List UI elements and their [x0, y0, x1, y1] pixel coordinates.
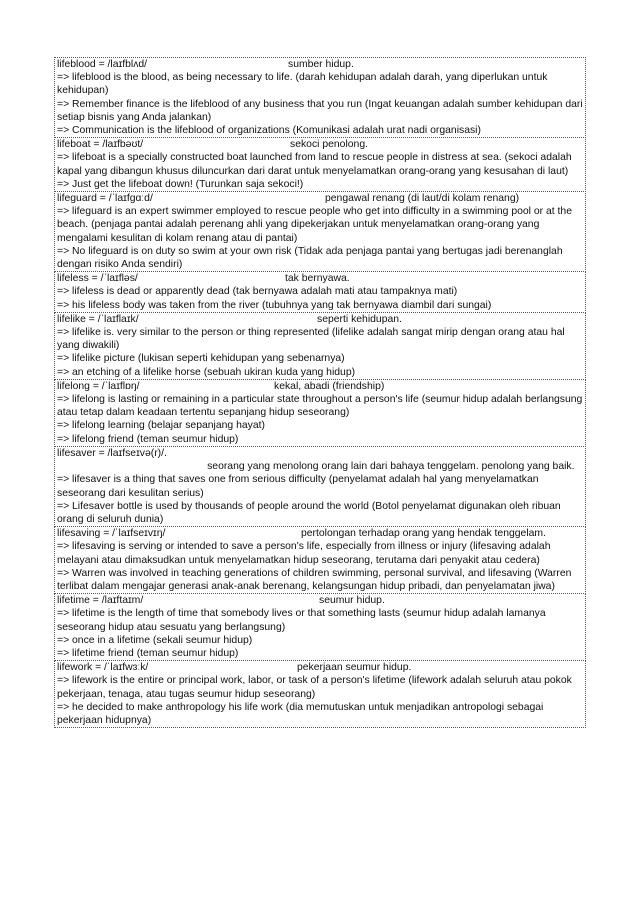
- entry-example-line: => Communication is the lifeblood of organizations (Komunikasi adalah urat nadi organisasi): [57, 125, 481, 137]
- entry-example-line: => lifesaver is a thing that saves one from serious difficulty (penyelamat adalah hal yang menyelamatkan seseorang dari kesulitan serius): [57, 474, 539, 499]
- entry-meaning: seumur hidup.: [319, 595, 385, 607]
- dictionary-entry: [54, 379, 586, 447]
- entry-example-line: => an etching of a lifelike horse (sebuah ukiran kuda yang hidup): [57, 366, 356, 378]
- entry-meaning: pengawal renang (di laut/di kolam renang): [325, 193, 520, 205]
- entry-example-line: => lifeblood is the blood, as being necessary to life. (darah kehidupan adalah darah, yang diperlukan untuk kehidupan): [57, 72, 548, 97]
- entry-example-line: => lifework is the entire or principal work, labor, or task of a person's lifetime (lifework adalah seluruh atau pokok pekerjaan, tenaga, atau tugas seumur hidup seseorang): [57, 675, 572, 700]
- entry-example-line: => Remember finance is the lifeblood of any business that you run (Ingat keuangan adalah sumber kehidupan dari setiap bisnis yang Anda jalankan): [57, 98, 583, 123]
- entry-meaning: tak bernyawa.: [285, 273, 350, 285]
- entry-example-line: => lifetime is the length of time that somebody lives or that something lasts (seumur hidup adalah lamanya seseorang hidup atau sesuatu yang berlangsung): [57, 608, 546, 633]
- entry-meaning: sekoci penolong.: [290, 139, 368, 151]
- entry-headword: lifeblood = /laɪfblʌd/: [57, 59, 148, 70]
- entry-headword: lifeguard = /ˈlaɪfɡɑːd/: [57, 193, 153, 205]
- entry-example-line: => lifeguard is an expert swimmer employed to rescue people who get into difficulty in a swimming pool or at the beach. (penjaga pantai adalah perenang ahli yang dipekerjakan untuk menyelamatkan orang-orang yang mengalami kesulitan di kolam renang atau di pantai): [57, 206, 572, 244]
- entry-heading: [57, 138, 583, 151]
- entry-heading: [57, 661, 583, 674]
- entry-heading: [57, 272, 583, 285]
- dictionary-entry: [54, 660, 586, 728]
- entry-headword: lifesaving = /ˈlaɪfseɪvɪŋ/: [57, 528, 166, 540]
- entry-headword: lifeboat = /laɪfbəʊt/: [57, 139, 144, 151]
- entry-example-line: => Just get the lifeboat down! (Turunkan saja sekoci!): [57, 178, 304, 190]
- entry-heading: [57, 594, 583, 607]
- entry-example-line: => No lifeguard is on duty so swim at your own risk (Tidak ada penjaga pantai yang bertugas jadi berenanglah dengan risiko Anda sendiri): [57, 245, 563, 271]
- entry-meaning: pertolongan terhadap orang yang hendak tenggelam.: [301, 528, 546, 540]
- entry-headword: lifelong = /ˈlaɪflɒŋ/: [57, 380, 140, 392]
- dictionary-entry: [54, 137, 586, 192]
- entry-example-line: => lifelong is lasting or remaining in a particular state throughout a person's life (seumur hidup adalah berlangsung atau tetap dalam keadaan tertentu sepanjang hidup seseorang): [57, 394, 583, 419]
- entry-meaning: sumber hidup.: [288, 59, 354, 70]
- entry-headword: lifesaver = /laɪfseɪvə(r)/.: [57, 447, 167, 459]
- entry-example-line: => lifetime friend (teman seumur hidup): [57, 647, 239, 659]
- entry-example-line: => lifesaving is serving or intended to save a person's life, especially from illness or injury (lifesaving adalah melayani atau dimaksudkan untuk menyelamatkan hidup seseorang, terutama dari penyakit atau cedera): [57, 541, 551, 566]
- entry-example-line: => lifelike is. very similar to the person or thing represented (lifelike adalah sangat mirip dengan orang atau hal yang diwakili): [57, 327, 565, 352]
- entry-headword: lifelike = /ˈlaɪflaɪk/: [57, 313, 139, 325]
- dictionary-entry: [54, 271, 586, 313]
- entry-example-line: => Lifesaver bottle is used by thousands of people around the world (Botol penyelamat digunakan oleh ribuan orang di seluruh dunia): [57, 500, 561, 525]
- dictionary-entry: [54, 593, 586, 661]
- dictionary-entry: [54, 446, 586, 527]
- entry-heading: [57, 58, 583, 71]
- entry-example-line: => lifelike picture (lukisan seperti kehidupan yang sebenarnya): [57, 353, 345, 365]
- entry-example-line: => once in a lifetime (sekali seumur hidup): [57, 634, 253, 646]
- entry-example-line: => lifeboat is a specially constructed boat launched from land to rescue people in distress at sea. (sekoci adalah kapal yang dibangun khusus diluncurkan dari darat untuk menyelamatkan orang-orang yang kesusahan di laut): [57, 152, 572, 177]
- entry-example-line: => lifelong friend (teman seumur hidup): [57, 433, 239, 445]
- entry-example-line: => his lifeless body was taken from the river (tubuhnya yang tak bernyawa diambil dari sungai): [57, 299, 492, 311]
- entry-headword: lifework = /ˈlaɪfwɜːk/: [57, 662, 149, 674]
- entry-meaning: pekerjaan seumur hidup.: [297, 662, 412, 674]
- dictionary-entry: [54, 191, 586, 272]
- entry-heading: [57, 313, 583, 326]
- dictionary-entry: [54, 57, 586, 138]
- dictionary-entry: [54, 526, 586, 594]
- entry-heading: [57, 192, 583, 205]
- entry-heading: [57, 380, 583, 393]
- entry-heading: [57, 447, 583, 473]
- entry-meaning: kekal, abadi (friendship): [274, 380, 385, 392]
- entry-heading: [57, 527, 583, 540]
- entry-headword: lifetime = /laɪftaɪm/: [57, 595, 144, 607]
- entry-headword: lifeless = /ˈlaɪfləs/: [57, 273, 138, 285]
- entry-example-line: => lifeless is dead or apparently dead (tak bernyawa adalah mati atau tampaknya mati): [57, 286, 458, 298]
- dictionary-page: [54, 57, 586, 728]
- entry-example-line: => lifelong learning (belajar sepanjang hayat): [57, 420, 265, 432]
- entry-meaning: seperti kehidupan.: [317, 313, 402, 325]
- entry-example-line: => Warren was involved in teaching generations of children swimming, personal survival, and lifesaving (Warren terlibat dalam mengajar generasi anak-anak berenang, kelangsungan hidup pribadi, dan penyelamatan jiwa): [57, 567, 572, 592]
- entry-example-line: => he decided to make anthropology his life work (dia memutuskan untuk menjadikan antropologi sebagai pekerjaan hidupnya): [57, 701, 544, 726]
- entry-meaning: seorang yang menolong orang lain dari bahaya tenggelam. penolong yang baik.: [207, 461, 575, 473]
- dictionary-entry: [54, 312, 586, 380]
